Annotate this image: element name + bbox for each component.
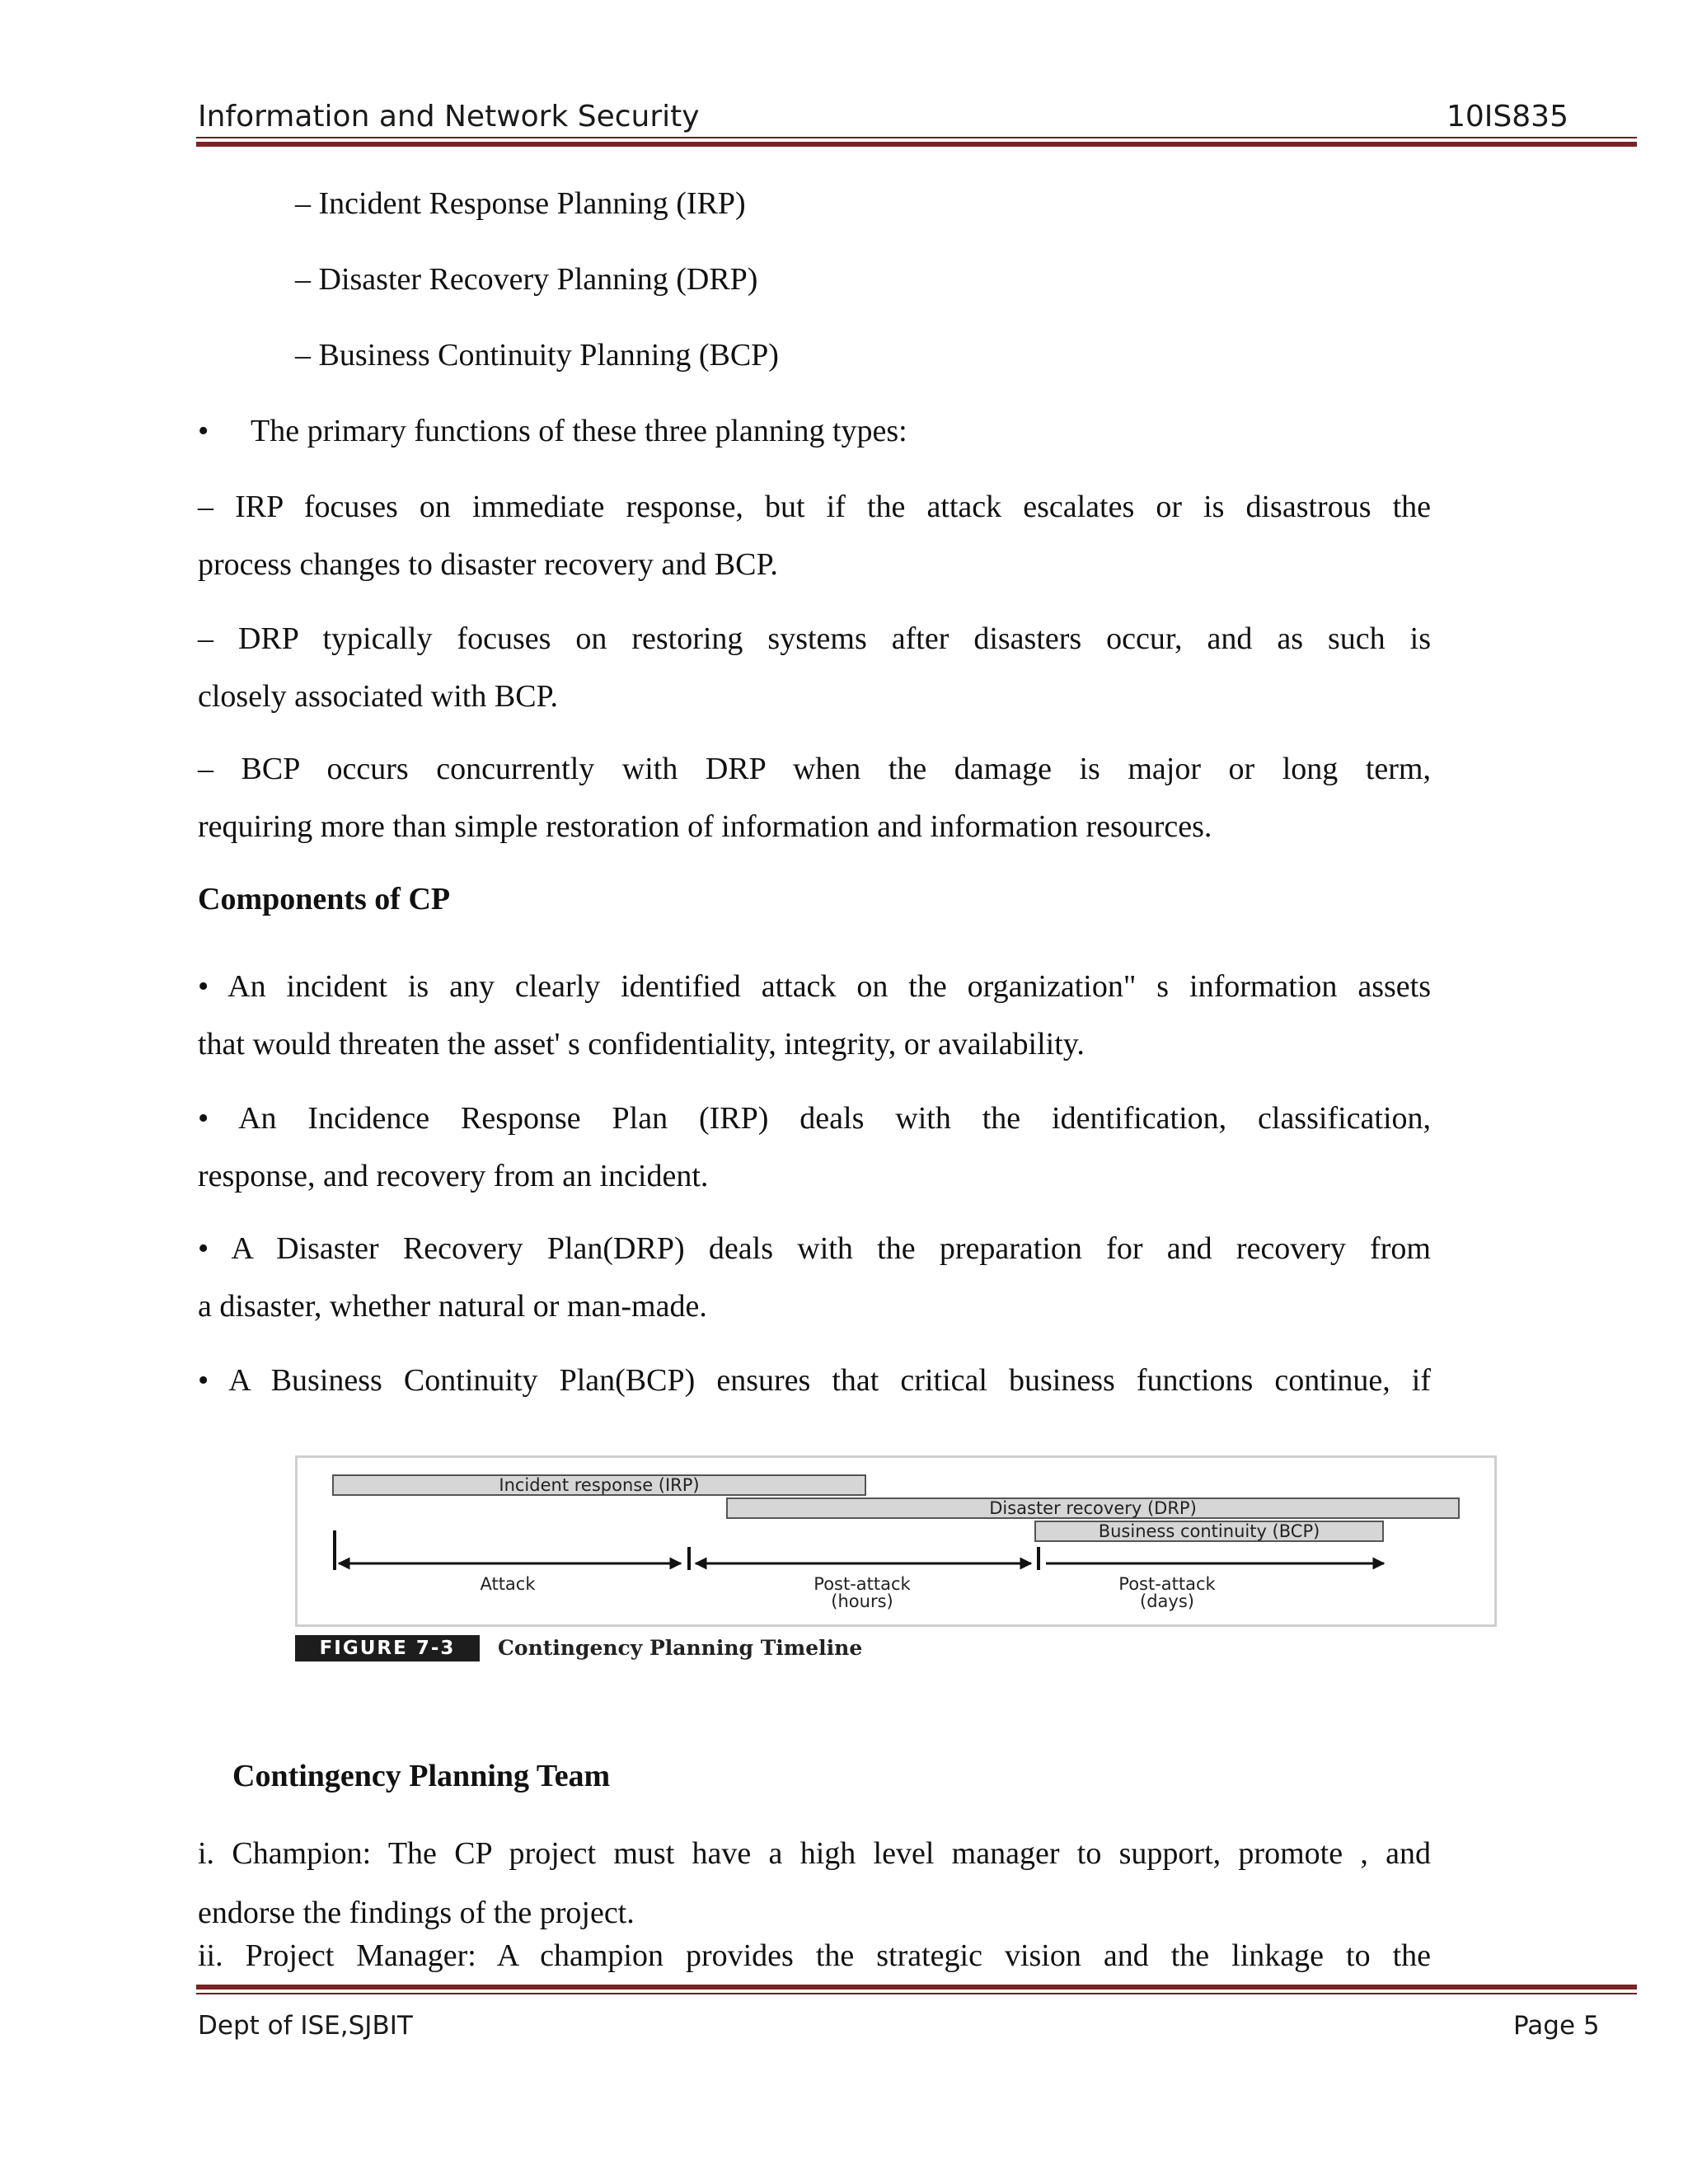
header-course-code: 10IS835 <box>1447 100 1568 134</box>
team-champion-line1: i. Champion: The CP project must have a high level manager to support, promote , and <box>198 1836 1431 1871</box>
component-bcp-line1: • A Business Continuity Plan(BCP) ensures that critical business functions continue, if <box>198 1363 1431 1398</box>
plan-item-irp: – Incident Response Planning (IRP) <box>295 186 746 221</box>
footer-page-number: Page 5 <box>1513 2011 1600 2041</box>
team-heading: Contingency Planning Team <box>232 1759 611 1793</box>
component-incident-line2: that would threaten the asset' s confidentiality, integrity, or availability. <box>198 1027 1085 1062</box>
component-drp-line2: a disaster, whether natural or man-made. <box>198 1289 707 1324</box>
team-project-manager-line1: ii. Project Manager: A champion provides the strategic vision and the linkage to the <box>198 1938 1431 1973</box>
footer-dept: Dept of ISE,SJBIT <box>198 2011 413 2041</box>
component-irp-line2: response, and recovery from an incident. <box>198 1159 709 1193</box>
footer-rule-thick <box>196 1985 1637 1990</box>
phase-label-days-2: (days) <box>1140 1591 1194 1611</box>
function-drp-line1: – DRP typically focuses on restoring systems after disasters occur, and as such is <box>198 621 1431 656</box>
components-heading: Components of CP <box>198 882 451 916</box>
function-drp-line2: closely associated with BCP. <box>198 679 558 714</box>
phase-label-hours-2: (hours) <box>831 1591 893 1611</box>
function-bcp-line1: – BCP occurs concurrently with DRP when the damage is major or long term, <box>198 752 1431 786</box>
phase-label-attack: Attack <box>480 1574 536 1594</box>
phase-label-hours-1: Post-attack <box>814 1574 911 1594</box>
team-champion-line2: endorse the findings of the project. <box>198 1896 635 1930</box>
figure-caption: Contingency Planning Timeline <box>498 1636 863 1660</box>
header-rule-thick <box>196 142 1637 147</box>
timeline-bar-drp: Disaster recovery (DRP) <box>726 1497 1460 1519</box>
component-incident-line1: • An incident is any clearly identified attack on the organization" s information assets <box>198 969 1431 1004</box>
bullet-marker: • <box>198 414 209 448</box>
function-irp-line1: – IRP focuses on immediate response, but if the attack escalates or is disastrous the <box>198 490 1431 524</box>
plan-item-drp: – Disaster Recovery Planning (DRP) <box>295 262 758 297</box>
plan-item-bcp: – Business Continuity Planning (BCP) <box>295 338 779 373</box>
timeline-bar-bcp: Business continuity (BCP) <box>1034 1521 1384 1542</box>
header-rule-thin <box>196 137 1637 138</box>
timeline-bar-irp: Incident response (IRP) <box>332 1474 866 1496</box>
header-title: Information and Network Security <box>198 100 700 134</box>
figure-label: FIGURE 7-3 <box>295 1635 480 1661</box>
function-irp-line2: process changes to disaster recovery and BCP. <box>198 547 778 582</box>
contingency-timeline-figure <box>295 1455 1497 1627</box>
function-bcp-line2: requiring more than simple restoration of information and information resources. <box>198 809 1212 844</box>
component-irp-line1: • An Incidence Response Plan (IRP) deals with the identification, classification, <box>198 1101 1431 1136</box>
footer-rule-thin <box>196 1993 1637 1994</box>
component-drp-line1: • A Disaster Recovery Plan(DRP) deals with the preparation for and recovery from <box>198 1231 1431 1266</box>
phase-label-days-1: Post-attack <box>1118 1574 1216 1594</box>
primary-functions-intro: The primary functions of these three planning types: <box>251 414 907 448</box>
